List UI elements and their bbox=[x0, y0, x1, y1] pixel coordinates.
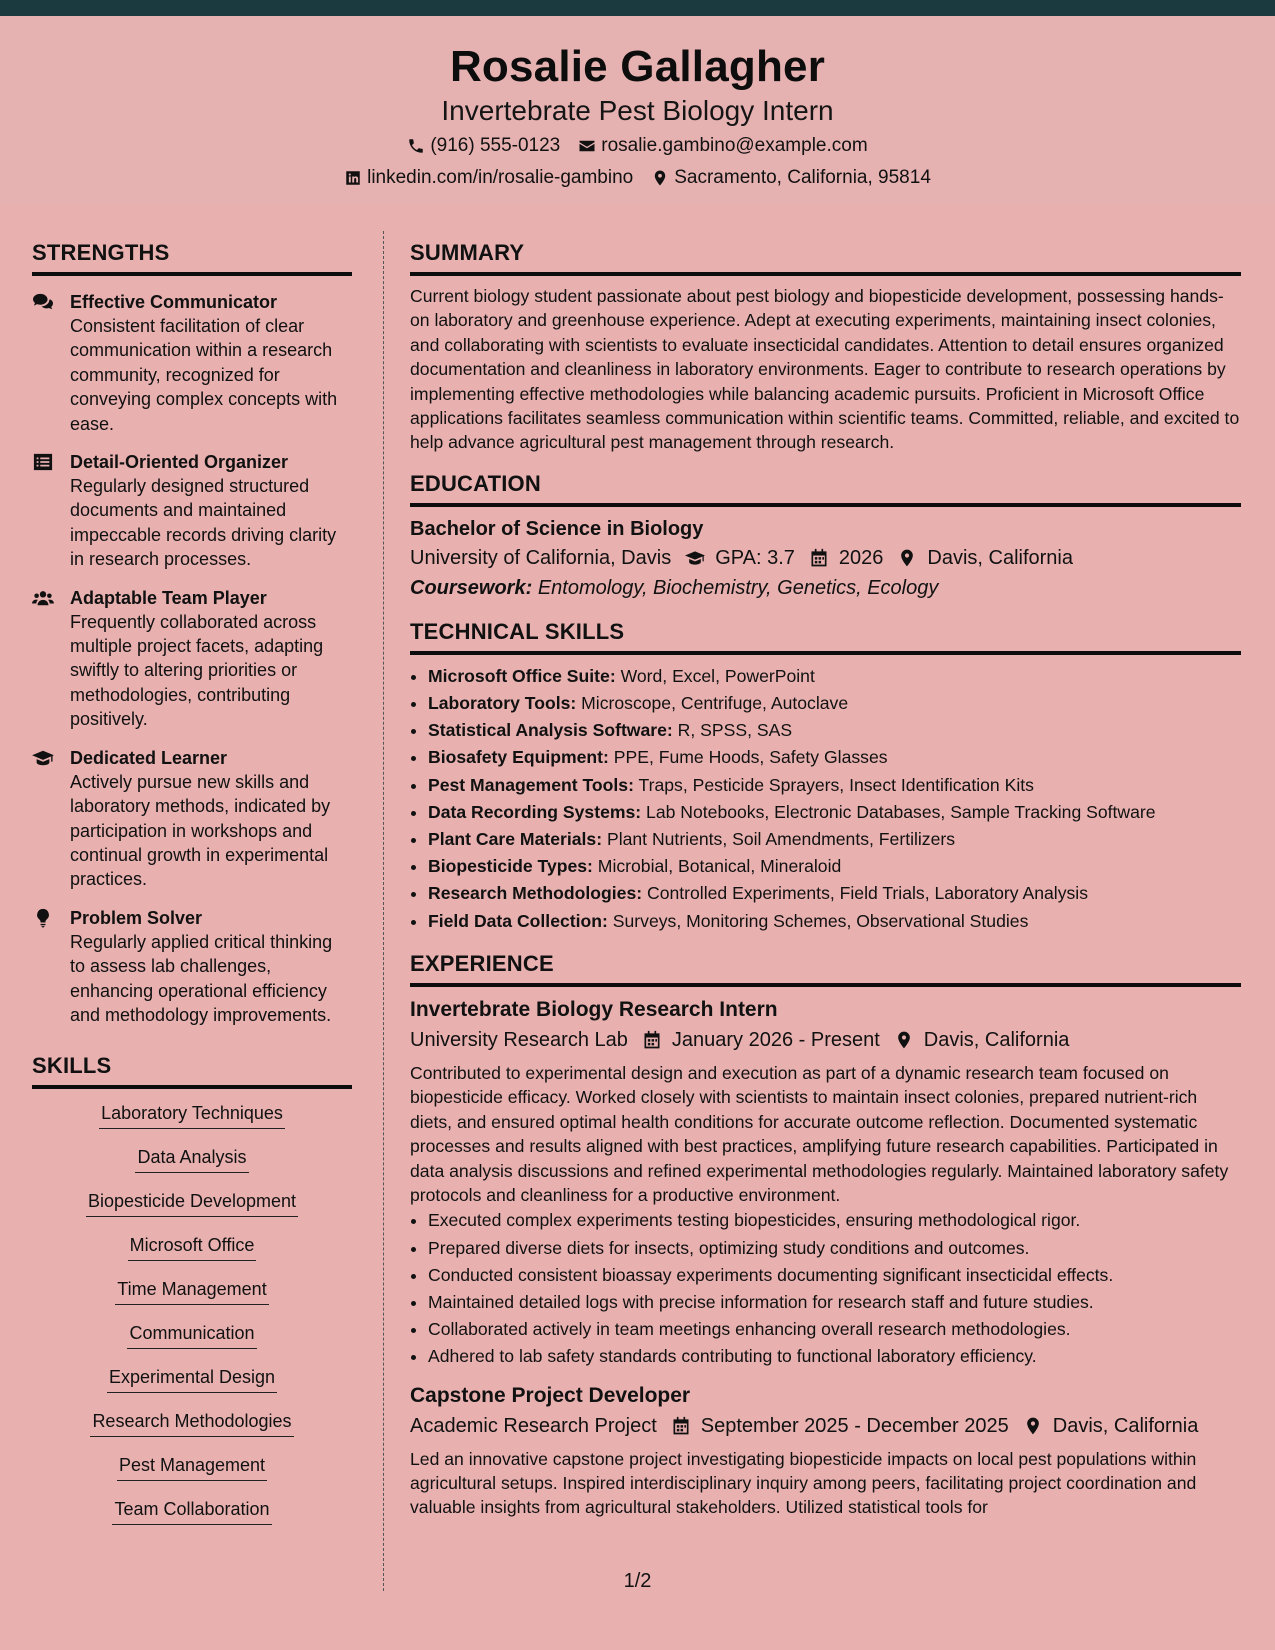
technical-skills-list bbox=[410, 663, 1241, 935]
phone-contact bbox=[407, 135, 560, 157]
graduation-cap-icon bbox=[32, 748, 54, 768]
tech-skill-value: PPE, Fume Hoods, Safety Glasses bbox=[613, 747, 888, 768]
lightbulb-icon bbox=[32, 908, 54, 928]
map-pin-icon bbox=[651, 169, 669, 187]
map-pin-icon bbox=[1023, 1416, 1043, 1436]
list-item bbox=[428, 772, 1241, 799]
strength-title: Dedicated Learner bbox=[70, 747, 228, 768]
list-item bbox=[428, 690, 1241, 717]
job-location bbox=[1023, 1411, 1199, 1441]
strength-item bbox=[32, 290, 352, 436]
strength-item bbox=[32, 906, 352, 1028]
job-org bbox=[410, 1025, 628, 1055]
column-divider bbox=[383, 231, 384, 1591]
strength-title: Problem Solver bbox=[70, 907, 203, 928]
phone-text: (916) 555-0123 bbox=[430, 135, 561, 156]
list-item bbox=[428, 663, 1241, 690]
strength-title: Effective Communicator bbox=[70, 292, 278, 312]
education-meta bbox=[410, 543, 1241, 573]
job-location bbox=[894, 1025, 1070, 1055]
job-meta bbox=[410, 1025, 1241, 1055]
list-item bbox=[428, 908, 1241, 935]
strength-item bbox=[32, 746, 352, 892]
org-text: University Research Lab bbox=[410, 1028, 628, 1051]
dates-text: September 2025 - December 2025 bbox=[700, 1414, 1009, 1437]
list-item: • Conducted consistent bioassay experiments documenting significant insecticidal effects. bbox=[428, 1262, 1241, 1289]
list-item bbox=[428, 853, 1241, 880]
list-item bbox=[428, 744, 1241, 771]
job-org bbox=[410, 1411, 657, 1441]
job-title: Capstone Project Developer bbox=[410, 1383, 691, 1407]
degree-title: Bachelor of Science in Biology bbox=[410, 517, 704, 540]
list-item bbox=[428, 880, 1241, 907]
skill-list bbox=[32, 1103, 352, 1543]
job-bullets bbox=[410, 1207, 1241, 1370]
job-description: Led an innovative capstone project investigating biopesticide impacts on local pest populations within agricultural setups. Inspired interdisciplinary inquiry among peers, facilitating project coordination and valuable insights from agricultural stakeholders. Utilized statistical tools for bbox=[410, 1448, 1197, 1518]
left-column bbox=[32, 240, 352, 1543]
contact-row-2 bbox=[0, 167, 1275, 189]
skill-tag: Microsoft Office bbox=[128, 1235, 257, 1261]
coursework bbox=[410, 573, 1241, 603]
education-location bbox=[897, 543, 1073, 573]
school-name bbox=[410, 543, 671, 573]
tech-skill-label: Pest Management Tools: bbox=[428, 774, 634, 795]
org-text: Academic Research Project bbox=[410, 1414, 657, 1437]
strength-item bbox=[32, 450, 352, 572]
linkedin-text[interactable]: linkedin.com/in/rosalie-gambino bbox=[367, 167, 634, 188]
summary-heading: SUMMARY bbox=[410, 240, 1241, 276]
strength-text: Regularly applied critical thinking to assess lab challenges, enhancing operational efficiency and methodology improvements. bbox=[70, 931, 333, 1025]
skills-heading: SKILLS bbox=[32, 1053, 352, 1089]
candidate-title: Invertebrate Pest Biology Intern bbox=[441, 95, 834, 126]
skill-tag: Laboratory Techniques bbox=[99, 1103, 285, 1129]
tech-skill-label: Microsoft Office Suite: bbox=[428, 665, 616, 686]
gpa bbox=[685, 543, 795, 573]
gpa-text: GPA: 3.7 bbox=[715, 546, 795, 569]
calendar-icon bbox=[671, 1416, 691, 1436]
job-meta bbox=[410, 1411, 1241, 1441]
top-accent-bar bbox=[0, 0, 1275, 16]
skill-tag: Data Analysis bbox=[135, 1147, 248, 1173]
tech-skill-value: Microscope, Centrifuge, Autoclave bbox=[581, 693, 849, 714]
phone-icon bbox=[407, 137, 425, 155]
list-item bbox=[428, 799, 1241, 826]
map-pin-icon bbox=[894, 1030, 914, 1050]
year-text: 2026 bbox=[838, 546, 884, 569]
tech-skill-label: Research Methodologies: bbox=[428, 883, 643, 904]
contact-row-1 bbox=[0, 135, 1275, 157]
location-text: Davis, California bbox=[1052, 1414, 1199, 1437]
graduation-cap-icon bbox=[685, 548, 705, 568]
technical-skills-heading: TECHNICAL SKILLS bbox=[410, 619, 1241, 655]
comments-icon bbox=[32, 292, 54, 312]
email-contact[interactable] bbox=[578, 135, 867, 157]
tech-skill-value: Lab Notebooks, Electronic Databases, Sample Tracking Software bbox=[646, 801, 1156, 822]
linkedin-contact[interactable] bbox=[344, 167, 633, 189]
strength-text: Regularly designed structured documents and maintained impeccable records driving clarity in research processes. bbox=[70, 476, 337, 570]
skill-tag: Biopesticide Development bbox=[86, 1191, 298, 1217]
grad-year bbox=[809, 543, 884, 573]
tech-skill-value: Controlled Experiments, Field Trials, Laboratory Analysis bbox=[647, 883, 1089, 904]
tech-skill-label: Field Data Collection: bbox=[428, 910, 608, 931]
candidate-name: Rosalie Gallagher bbox=[449, 42, 826, 91]
tech-skill-label: Plant Care Materials: bbox=[428, 829, 603, 850]
skill-tag: Pest Management bbox=[117, 1455, 267, 1481]
strength-item bbox=[32, 586, 352, 732]
resume-header bbox=[0, 16, 1275, 204]
strength-text: Frequently collaborated across multiple project facets, adapting swiftly to altering priorities or methodologies, contributing positively. bbox=[70, 611, 324, 730]
list-item bbox=[428, 826, 1241, 853]
calendar-icon bbox=[642, 1030, 662, 1050]
tech-skill-value: Microbial, Botanical, Mineraloid bbox=[597, 856, 842, 877]
job-description: Contributed to experimental design and execution as part of a dynamic research team focused on biopesticide efficacy. Worked closely with scientists to maintain insect colonies, prepared nutrient-rich diets, and ensured optimal health conditions for accurate outcome reflection. Documented systematic processes and results aligned with best practices, amplifying future research capabilities. Participated in data analysis discussions and refined experimental methodologies regularly. Maintained laboratory safety protocols and cleanliness for a productive environment. bbox=[410, 1062, 1229, 1205]
job-dates bbox=[671, 1411, 1009, 1441]
skill-tag: Communication bbox=[127, 1323, 256, 1349]
strength-text: Actively pursue new skills and laboratory methods, indicated by participation in workshops and continual growth in experimental practices. bbox=[70, 771, 331, 890]
location-text: Sacramento, California, 95814 bbox=[674, 167, 931, 188]
list-item bbox=[428, 717, 1241, 744]
tech-skill-label: Data Recording Systems: bbox=[428, 801, 642, 822]
list-item: • Adhered to lab safety standards contributing to functional laboratory efficiency. bbox=[428, 1343, 1241, 1370]
tech-skill-label: Laboratory Tools: bbox=[428, 693, 577, 714]
tech-skill-label: Biopesticide Types: bbox=[428, 856, 593, 877]
envelope-icon bbox=[578, 137, 596, 155]
users-icon bbox=[32, 588, 54, 608]
tech-skill-value: Plant Nutrients, Soil Amendments, Fertilizers bbox=[606, 829, 956, 850]
coursework-label: Coursework: bbox=[410, 576, 533, 599]
location-text: Davis, California bbox=[923, 1028, 1070, 1051]
strength-title: Adaptable Team Player bbox=[70, 587, 267, 608]
page-number: 1/2 bbox=[623, 1570, 652, 1592]
coursework-text: Entomology, Biochemistry, Genetics, Ecology bbox=[537, 576, 939, 599]
right-column bbox=[410, 240, 1241, 1520]
skill-tag: Research Methodologies bbox=[90, 1411, 293, 1437]
summary-text: Current biology student passionate about pest biology and biopesticide development, possessing hands-on laboratory and greenhouse experience. Adept at executing experiments, maintaining insect colonies, and collaborating with scientists to evaluate insecticidal candidates. Attention to detail ensures organized documentation and cleanliness in laboratory environments. Eager to contribute to research operations by implementing effective methodologies while balancing academic pursuits. Proficient in Microsoft Office applications facilitates seamless communication within scientific teams. Committed, reliable, and excited to help advance agricultural pest management through research. bbox=[410, 286, 1240, 453]
strength-text: Consistent facilitation of clear communication within a research community, recognized for conveying complex concepts with ease. bbox=[70, 316, 338, 434]
skill-tag: Time Management bbox=[115, 1279, 268, 1305]
location-contact bbox=[651, 167, 931, 189]
job-dates bbox=[642, 1025, 880, 1055]
list-icon bbox=[32, 452, 54, 472]
map-pin-icon bbox=[897, 548, 917, 568]
dates-text: January 2026 - Present bbox=[671, 1028, 880, 1051]
school-text: University of California, Davis bbox=[410, 546, 672, 569]
tech-skill-value: Word, Excel, PowerPoint bbox=[620, 665, 815, 686]
tech-skill-value: R, SPSS, SAS bbox=[677, 720, 793, 741]
linkedin-icon bbox=[344, 169, 362, 187]
skills-section bbox=[32, 1053, 352, 1543]
tech-skill-value: Surveys, Monitoring Schemes, Observational Studies bbox=[612, 910, 1029, 931]
email-text[interactable]: rosalie.gambino@example.com bbox=[601, 135, 868, 156]
calendar-icon bbox=[809, 548, 829, 568]
skill-tag: Team Collaboration bbox=[112, 1499, 271, 1525]
tech-skill-label: Statistical Analysis Software: bbox=[428, 720, 673, 741]
experience-heading: EXPERIENCE bbox=[410, 951, 1241, 987]
tech-skill-value: Traps, Pesticide Sprayers, Insect Identification Kits bbox=[638, 774, 1034, 795]
list-item: • Maintained detailed logs with precise information for research staff and future studies. bbox=[428, 1289, 1241, 1316]
skill-tag: Experimental Design bbox=[107, 1367, 277, 1393]
list-item: • Collaborated actively in team meetings enhancing overall research methodologies. bbox=[428, 1316, 1241, 1343]
education-heading: EDUCATION bbox=[410, 471, 1241, 507]
strength-title: Detail-Oriented Organizer bbox=[70, 452, 289, 473]
job-title: Invertebrate Biology Research Intern bbox=[410, 997, 778, 1021]
strengths-heading: STRENGTHS bbox=[32, 240, 352, 276]
list-item: • Prepared diverse diets for insects, optimizing study conditions and outcomes. bbox=[428, 1235, 1241, 1262]
tech-skill-label: Biosafety Equipment: bbox=[428, 747, 609, 768]
list-item: • Executed complex experiments testing biopesticides, ensuring methodological rigor. bbox=[428, 1207, 1241, 1234]
location-text: Davis, California bbox=[927, 546, 1073, 569]
